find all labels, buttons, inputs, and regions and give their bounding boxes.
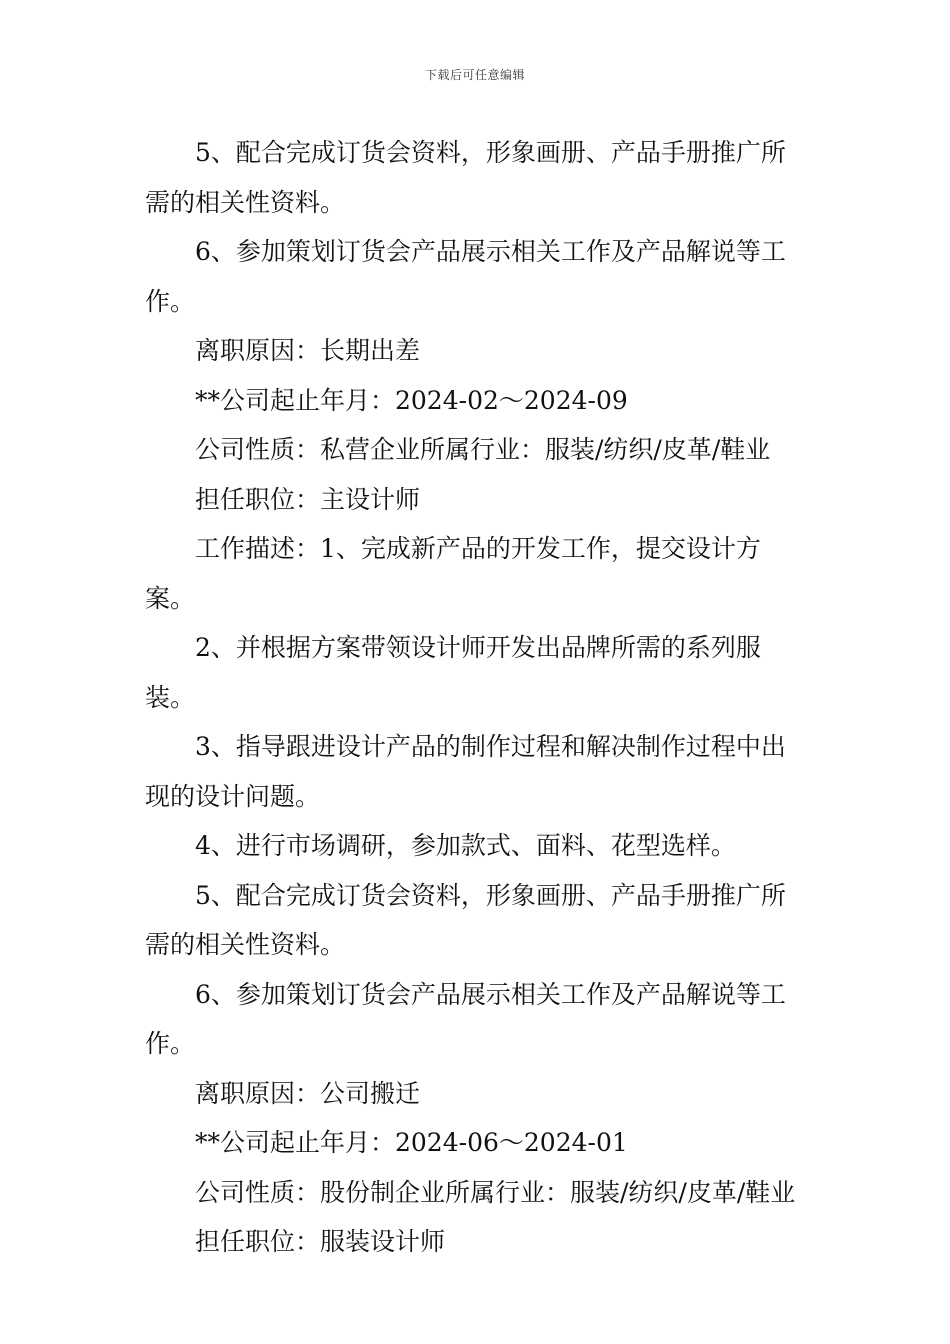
paragraph-duty-3: 3、指导跟进设计产品的制作过程和解决制作过程中出现的设计问题。 <box>145 732 786 811</box>
paragraph-duty-2: 2、并根据方案带领设计师开发出品牌所需的系列服装。 <box>145 633 761 712</box>
paragraph-company-period-second: **公司起止年月：2024-06～2024-01 <box>195 1128 628 1157</box>
paragraph-duty-6-second: 6、参加策划订货会产品展示相关工作及产品解说等工作。 <box>145 979 786 1058</box>
document-body <box>145 128 810 1267</box>
paragraph-position-second: 担任职位：服装设计师 <box>195 1227 446 1256</box>
paragraph-duty-6-first: 6、参加策划订货会产品展示相关工作及产品解说等工作。 <box>145 237 786 316</box>
paragraph-job-description: 工作描述：1、完成新产品的开发工作，提交设计方案。 <box>145 534 761 613</box>
paragraph-company-period-first: **公司起止年月：2024-02～2024-09 <box>195 385 628 415</box>
paragraph-leave-reason-second: 离职原因：公司搬迁 <box>195 1078 421 1108</box>
paragraph-company-nature-second: 公司性质：股份制企业所属行业：服装/纺织/皮革/鞋业 <box>195 1177 796 1207</box>
page-header-note: 下载后可任意编辑 <box>424 68 525 82</box>
paragraph-duty-5-second: 5、配合完成订货会资料，形象画册、产品手册推广所需的相关性资料。 <box>145 880 786 959</box>
paragraph-position-first: 担任职位：主设计师 <box>195 484 421 514</box>
paragraph-duty-5-first: 5、配合完成订货会资料，形象画册、产品手册推广所需的相关性资料。 <box>145 138 786 217</box>
paragraph-leave-reason-first: 离职原因：长期出差 <box>195 336 421 365</box>
paragraph-company-nature-first: 公司性质：私营企业所属行业：服装/纺织/皮革/鞋业 <box>195 435 771 464</box>
paragraph-duty-4: 4、进行市场调研，参加款式、面料、花型选样。 <box>195 831 736 860</box>
